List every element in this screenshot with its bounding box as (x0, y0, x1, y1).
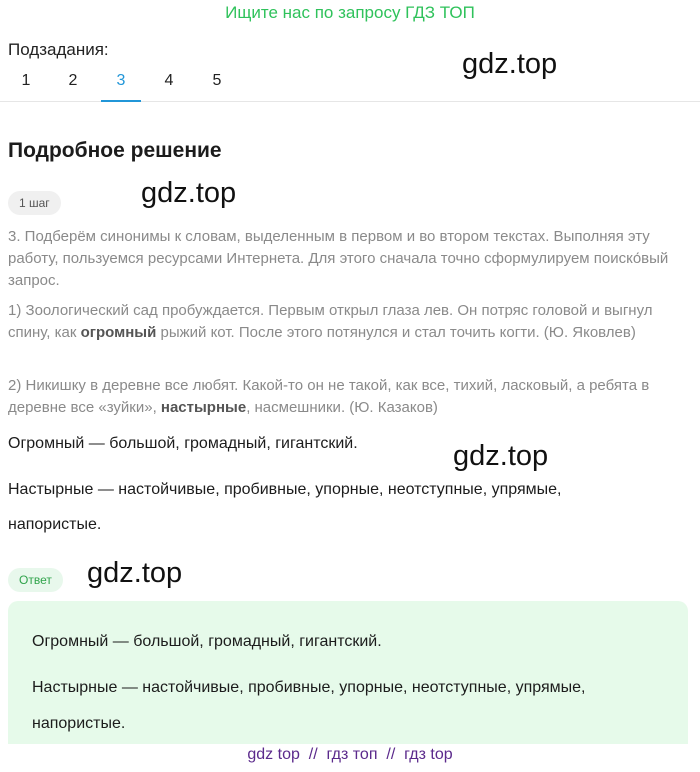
tab-3[interactable]: 3 (101, 62, 141, 102)
promo-banner[interactable]: Ищите нас по запросу ГДЗ ТОП (225, 3, 475, 22)
quote-2-highlight: настырные (160, 399, 247, 416)
section-title: Подробное решение (8, 139, 222, 162)
quote-1-before: 1) Зоологический сад пробуждается. Первым открыл глаза лев. Он потряс головой и выгнул спину, как (8, 302, 653, 341)
quote-2-before: 2) Никишку в деревне все любят. Какой-то он не такой, как все, тихий, ласковый, а ребята в деревне все «зуйки», (8, 377, 650, 416)
answer-line-3: напористые. (32, 715, 126, 732)
subtask-tabs (0, 62, 700, 102)
watermark: gdz.top (141, 177, 237, 209)
step-badge: 1 шаг (8, 191, 61, 215)
subtasks-label: Подзадания: (8, 40, 109, 59)
quote-2-after: , насмешники. (Ю. Казаков) (246, 399, 438, 416)
tab-2[interactable]: 2 (68, 72, 78, 89)
answer-box (8, 601, 688, 744)
answer-line-2: Настырные — настойчивые, пробивные, упорные, неотступные, упрямые, (32, 679, 586, 696)
footer-links[interactable]: gdz top // гдз топ // гдз top (247, 746, 453, 763)
quote-1-highlight: огромный (80, 324, 157, 341)
answer-badge: Ответ (8, 568, 63, 592)
tab-4[interactable]: 4 (164, 72, 174, 89)
synonyms-line-2: Настырные — настойчивые, пробивные, упорные, неотступные, упрямые, (8, 481, 562, 498)
watermark: gdz.top (87, 557, 183, 589)
watermark: gdz.top (453, 440, 549, 472)
quote-2 (8, 375, 692, 419)
tab-1[interactable]: 1 (21, 72, 31, 89)
answer-line-1: Огромный — большой, громадный, гигантский. (32, 633, 382, 650)
synonyms-line-3: напористые. (8, 516, 102, 533)
watermark: gdz.top (462, 48, 558, 80)
tab-5[interactable]: 5 (212, 72, 222, 89)
quote-1-after: рыжий кот. После этого потянулся и стал точить когти. (Ю. Яковлев) (156, 324, 636, 341)
synonyms-line-1: Огромный — большой, громадный, гигантский. (8, 435, 358, 452)
quote-1 (8, 300, 692, 344)
solution-intro: 3. Подберём синонимы к словам, выделенным в первом и во втором текстах. Выполняя эту работу, пользуемся ресурсами Интернета. Для этого сначала точно сформулируем поиско́вый запрос. (8, 228, 669, 289)
